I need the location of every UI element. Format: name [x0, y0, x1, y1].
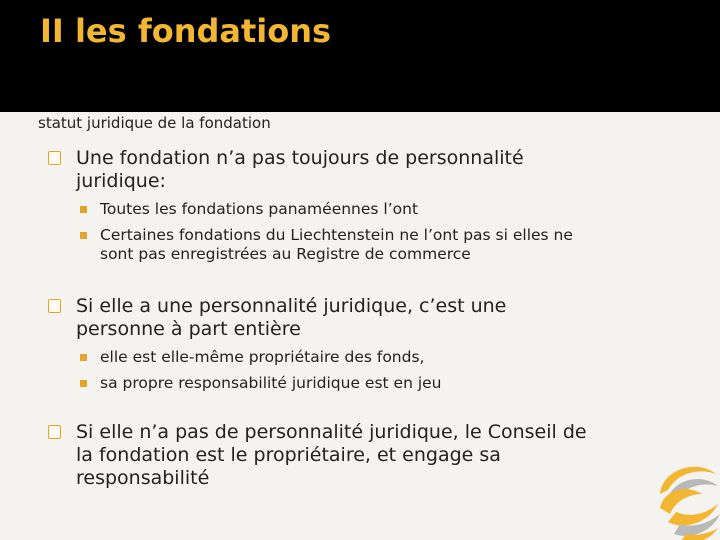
checkbox-bullet-icon [48, 425, 61, 439]
sub-bullet-text: Certaines fondations du Liechtenstein ne l’ont pas si elles ne sont pas enregistrées au Registre de commerce [100, 226, 573, 263]
bullet-point-text: Une fondation n’a pas toujours de personnalité juridique: [76, 147, 524, 192]
square-bullet-icon [80, 232, 87, 239]
title-bar [0, 0, 720, 112]
bullet-point-1 [48, 147, 588, 193]
bullet-point-3 [48, 421, 588, 490]
sub-bullet-2-2 [80, 374, 610, 393]
square-bullet-icon [80, 206, 87, 213]
sub-bullet-text: sa propre responsabilité juridique est en jeu [100, 374, 442, 392]
sub-bullet-text: elle est elle-même propriétaire des fonds, [100, 348, 425, 366]
sub-bullet-text: Toutes les fondations panaméennes l’ont [100, 200, 419, 218]
slide-subtitle: statut juridique de la fondation [38, 114, 271, 132]
slide-content [0, 112, 720, 540]
sub-bullet-1-1 [80, 200, 610, 219]
sub-bullet-2-1 [80, 348, 610, 367]
swirl-logo-icon [646, 450, 720, 540]
bullet-point-2 [48, 295, 588, 341]
checkbox-bullet-icon [48, 299, 61, 313]
bullet-point-text: Si elle n’a pas de personnalité juridique, le Conseil de la fondation est le propriétaire, et engage sa responsabilité [76, 421, 587, 489]
square-bullet-icon [80, 380, 87, 387]
bullet-point-text: Si elle a une personnalité juridique, c’est une personne à part entière [76, 295, 507, 340]
checkbox-bullet-icon [48, 151, 61, 165]
sub-bullet-1-2 [80, 226, 610, 264]
square-bullet-icon [80, 354, 87, 361]
slide-title: II les fondations [40, 12, 332, 50]
